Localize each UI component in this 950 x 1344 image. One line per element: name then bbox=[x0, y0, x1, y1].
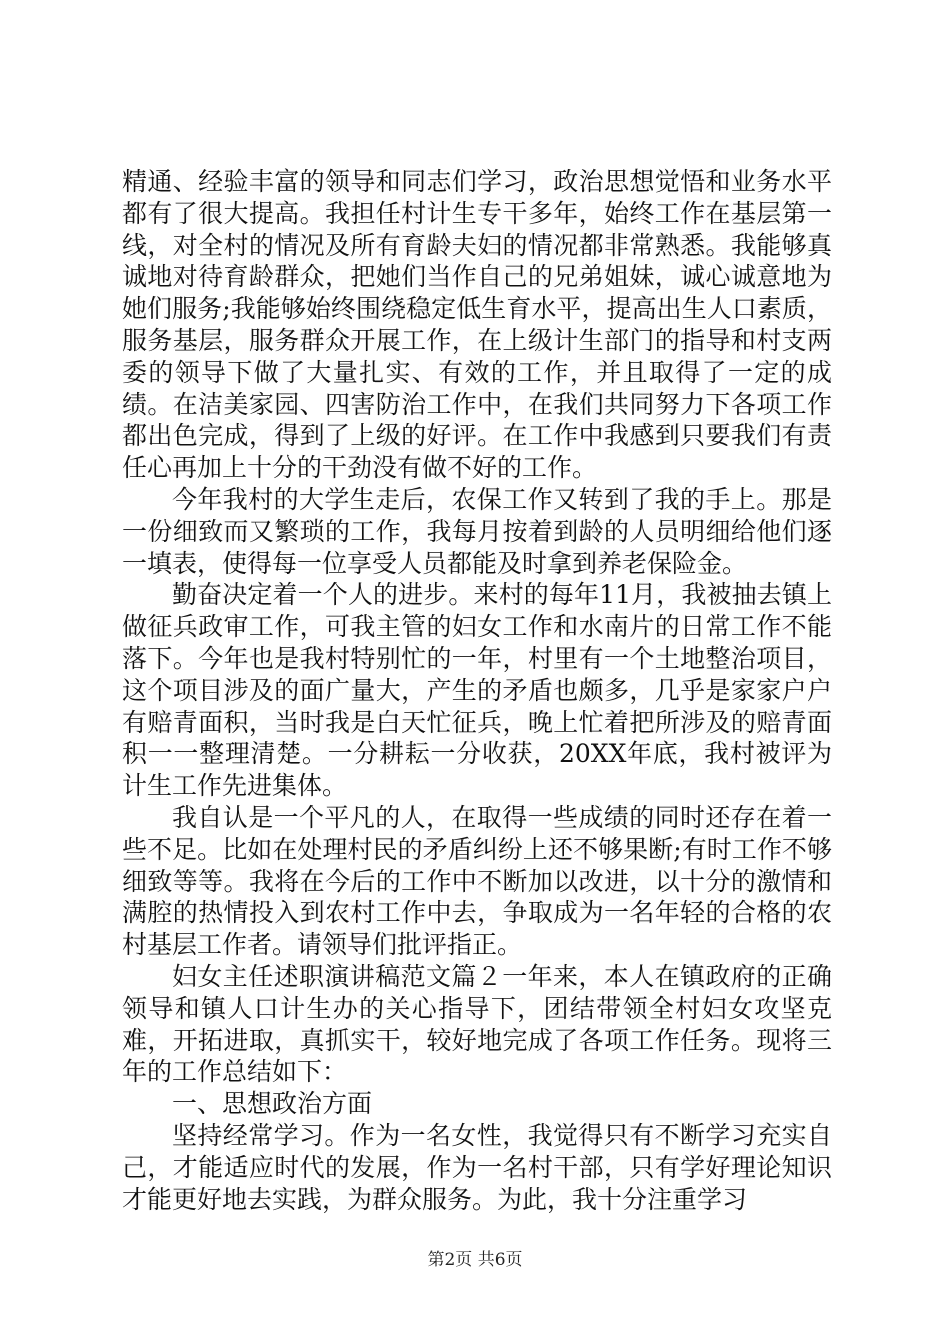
paragraph-2: 今年我村的大学生走后，农保工作又转到了我的手上。那是一份细致而又繁琐的工作，我每月按着到龄的人员明细给他们逐一填表，使得每一位享受人员都能及时拿到养老保险金。 bbox=[122, 484, 832, 578]
paragraph-7: 坚持经常学习。作为一名女性，我觉得只有不断学习充实自己，才能适应时代的发展，作为一名村干部，只有学好理论知识才能更好地去实践，为群众服务。为此，我十分注重学习 bbox=[122, 1120, 832, 1214]
document-body bbox=[122, 166, 832, 1215]
section-heading: 一、思想政治方面 bbox=[172, 1089, 373, 1119]
paragraph-4: 我自认是一个平凡的人，在取得一些成绩的同时还存在着一些不足。比如在处理村民的矛盾纠纷上还不够果断;有时工作不够细致等等。我将在今后的工作中不断加以改进，以十分的激情和满腔的热情投入到农村工作中去，争取成为一名年轻的合格的农村基层工作者。请领导们批评指正。 bbox=[122, 802, 832, 960]
paragraph-1: 精通、经验丰富的领导和同志们学习，政治思想觉悟和业务水平都有了很大提高。我担任村计生专干多年，始终工作在基层第一线，对全村的情况及所有育龄夫妇的情况都非常熟悉。我能够真诚地对待育龄群众，把她们当作自己的兄弟姐妹，诚心诚意地为她们服务;我能够始终围绕稳定低生育水平，提高出生人口素质，服务基层，服务群众开展工作，在上级计生部门的指导和村支两委的领导下做了大量扎实、有效的工作，并且取得了一定的成绩。在洁美家园、四害防治工作中，在我们共同努力下各项工作都出色完成，得到了上级的好评。在工作中我感到只要我们有责任心再加上十分的干劲没有做不好的工作。 bbox=[122, 167, 832, 483]
page-number-footer: 第2页 共6页 bbox=[427, 1250, 523, 1270]
paragraph-5: 妇女主任述职演讲稿范文篇２一年来，本人在镇政府的正确领导和镇人口计生办的关心指导下，团结带领全村妇女攻坚克难，开拓进取，真抓实干，较好地完成了各项工作任务。现将三年的工作总结如下： bbox=[122, 961, 832, 1087]
paragraph-3: 勤奋决定着一个人的进步。来村的每年11月，我被抽去镇上做征兵政审工作，可我主管的妇女工作和水南片的日常工作不能落下。今年也是我村特别忙的一年，村里有一个土地整治项目，这个项目涉及的面广量大，产生的矛盾也颇多，几乎是家家户户有赔青面积，当时我是白天忙征兵，晚上忙着把所涉及的赔青面积一一整理清楚。一分耕耘一分收获，20XX年底，我村被评为计生工作先进集体。 bbox=[122, 580, 832, 801]
